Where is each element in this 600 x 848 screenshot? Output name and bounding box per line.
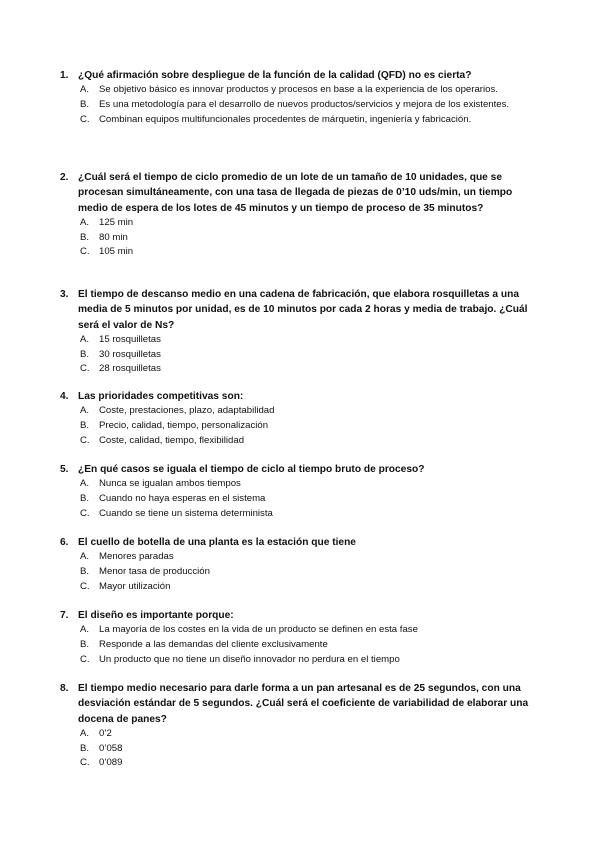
option-letter: B. [80,99,90,111]
option-letter: C. [80,113,90,125]
option-c [78,434,538,449]
option-text: Se objetivo básico es innovar productos y procesos en base a la experiencia de los operarios. [99,84,498,96]
option-letter: B. [80,231,90,243]
option-text: Un producto que no tiene un diseño innovador no perdura en el tiempo [99,653,400,665]
question-number: 7. [60,610,69,621]
option-letter: A. [80,405,90,417]
option-text: Menor tasa de producción [99,566,210,578]
question-text: El cuello de botella de una planta es la estación que tiene [78,537,356,548]
option-letter: C. [80,757,90,769]
question-number: 8. [60,683,69,694]
question-prompt [60,389,538,404]
option-text: Es una metodología para el desarrollo de nuevos productos/servicios y mejora de los existentes. [99,99,510,111]
option-text: Cuando se tiene un sistema determinista [99,507,273,519]
question-7 [60,608,538,668]
question-text: ¿En qué casos se iguala el tiempo de ciclo al tiempo bruto de proceso? [78,464,425,475]
option-letter: B. [80,420,90,432]
question-4 [60,389,538,449]
question-3 [60,287,538,377]
question-prompt [60,535,538,550]
option-c [78,756,538,771]
option-letter: A. [80,478,90,490]
option-c [78,245,538,260]
option-letter: A. [80,727,90,739]
option-letter: A. [80,333,90,345]
question-number: 4. [60,391,69,402]
option-b [78,742,538,757]
option-text: Nunca se igualan ambos tiempos [99,478,241,490]
question-prompt [60,170,538,216]
question-number: 5. [60,464,69,475]
option-text: 80 min [99,231,128,243]
option-text: Cuando no haya esperas en el sistema [99,493,266,505]
option-b [78,492,538,507]
option-text: Responde a las demandas del cliente exclusivamente [99,639,328,651]
option-a [78,404,538,419]
question-8 [60,681,538,771]
option-letter: A. [80,624,90,636]
question-1 [60,68,538,128]
option-c [78,362,538,377]
option-text: 0’089 [99,757,123,769]
option-text: 0’058 [99,742,123,754]
option-letter: B. [80,742,90,754]
option-b [78,348,538,363]
question-text: Las prioridades competitivas son: [78,391,244,402]
option-c [78,580,538,595]
question-number: 2. [60,172,69,183]
question-prompt [60,287,538,333]
option-letter: A. [80,84,90,96]
option-b [78,98,538,113]
option-text: Menores paradas [99,551,174,563]
option-letter: B. [80,348,90,360]
option-letter: C. [80,653,90,665]
option-letter: A. [80,551,90,563]
option-letter: C. [80,507,90,519]
option-letter: C. [80,580,90,592]
option-c [78,113,538,128]
option-a [78,727,538,742]
question-prompt [60,608,538,623]
question-prompt [60,462,538,477]
question-text: El tiempo medio necesario para darle forma a un pan artesanal es de 25 segundos, con una desviación estándar de 5 segundos. ¿Cuál será el coeficiente de variabilidad de elaborar una docena de panes? [78,683,529,725]
option-letter: C. [80,246,90,258]
question-5 [60,462,538,522]
option-text: 15 rosquilletas [99,333,161,345]
option-a [78,83,538,98]
question-number: 1. [60,70,69,81]
option-text: La mayoría de los costes en la vida de un producto se definen en esta fase [99,624,418,636]
question-text: ¿Cuál será el tiempo de ciclo promedio de un lote de un tamaño de 10 unidades, que se procesan simultáneamente, con una tasa de llegada de piezas de 0’10 uds/min, un tiempo medio de espera de los lotes de 45 minutos y un tiempo de proceso de 35 minutos? [78,172,513,214]
option-a [78,550,538,565]
option-text: Precio, calidad, tiempo, personalización [99,420,269,432]
option-letter: B. [80,639,90,651]
option-letter: C. [80,434,90,446]
option-letter: A. [80,216,90,228]
option-text: 125 min [99,216,134,228]
option-letter: B. [80,566,90,578]
question-text: El diseño es importante porque: [78,610,234,621]
option-a [78,477,538,492]
option-text: Coste, calidad, tiempo, flexibilidad [99,434,245,446]
option-b [78,565,538,580]
option-letter: C. [80,363,90,375]
question-2 [60,170,538,260]
question-prompt [60,68,538,83]
question-prompt [60,681,538,727]
option-a [78,333,538,348]
option-b [78,419,538,434]
option-c [78,507,538,522]
option-text: Combinan equipos multifuncionales procedentes de márquetin, ingeniería y fabricación. [99,113,472,125]
option-c [78,653,538,668]
question-number: 6. [60,537,69,548]
option-a [78,623,538,638]
option-text: 105 min [99,246,134,258]
option-text: 0’2 [99,727,112,739]
option-a [78,216,538,231]
option-text: Coste, prestaciones, plazo, adaptabilidad [99,405,275,417]
question-text: ¿Qué afirmación sobre despliegue de la función de la calidad (QFD) no es cierta? [78,70,472,81]
question-6 [60,535,538,595]
option-text: Mayor utilización [99,580,171,592]
question-text: El tiempo de descanso medio en una cadena de fabricación, que elabora rosquilletas a una media de 5 minutos por unidad, es de 10 minutos por cada 2 horas y media de trabajo. ¿Cuál será el valor de Ns? [78,289,528,331]
option-text: 28 rosquilletas [99,363,161,375]
option-b [78,638,538,653]
question-number: 3. [60,289,69,300]
option-text: 30 rosquilletas [99,348,161,360]
option-b [78,231,538,246]
option-letter: B. [80,493,90,505]
